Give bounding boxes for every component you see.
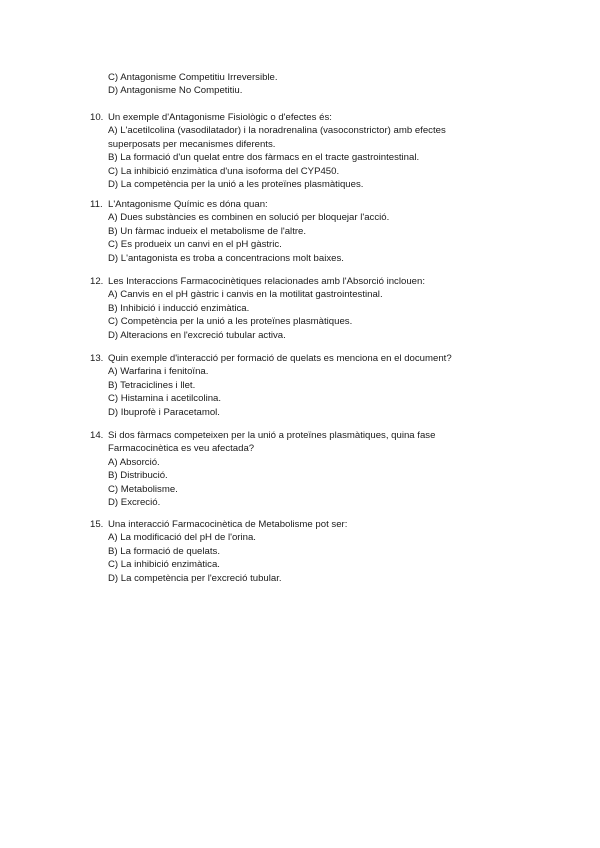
question-text: Si dos fàrmacs competeixen per la unió a proteïnes plasmàtiques, quina fase Farmacocinètica es veu afectada? xyxy=(108,430,436,455)
option-a: A) Canvis en el pH gàstric i canvis en la motilitat gastrointestinal. xyxy=(108,289,383,301)
question-11 xyxy=(90,198,500,265)
option-a: A) Warfarina i fenitoïna. xyxy=(108,366,209,378)
option-list xyxy=(108,531,500,585)
option-b: B) Un fàrmac indueix el metabolisme de l'altre. xyxy=(108,225,307,237)
option-list xyxy=(108,288,500,342)
option-c: C) Es produeix un canvi en el pH gàstric. xyxy=(108,239,282,251)
option-d: D) Antagonisme No Competitiu. xyxy=(108,85,243,97)
option-d: D) Excreció. xyxy=(108,497,161,509)
option-c: C) Metabolisme. xyxy=(108,483,178,495)
question-number: 10. xyxy=(90,112,104,123)
option-c: C) La inhibició enzimàtica. xyxy=(108,559,220,571)
option-list xyxy=(108,124,500,191)
continued-options xyxy=(108,71,508,98)
option-a: A) Dues substàncies es combinen en solució per bloquejar l'acció. xyxy=(108,212,390,224)
option-a: A) L'acetilcolina (vasodilatador) i la noradrenalina (vasoconstrictor) amb efectes superposats per mecanismes diferents. xyxy=(108,125,446,150)
option-b: B) La formació de quelats. xyxy=(108,545,220,557)
question-number: 15. xyxy=(90,519,104,530)
option-d: D) La competència per la unió a les proteïnes plasmàtiques. xyxy=(108,179,364,191)
option-b: B) Inhibició i inducció enzimàtica. xyxy=(108,302,250,314)
question-number: 14. xyxy=(90,430,104,441)
option-d: D) La competència per l'excreció tubular. xyxy=(108,572,282,584)
question-number: 12. xyxy=(90,276,104,287)
option-b: B) Tetraciclines i llet. xyxy=(108,379,196,391)
question-text: Quin exemple d'interacció per formació de quelats es menciona en el document? xyxy=(108,353,452,364)
question-10 xyxy=(90,111,500,191)
option-list xyxy=(108,365,500,419)
question-text: Un exemple d'Antagonisme Fisiològic o d'efectes és: xyxy=(108,112,332,123)
option-a: A) Absorció. xyxy=(108,456,160,468)
question-15 xyxy=(90,518,500,585)
option-d: D) Ibuprofè i Paracetamol. xyxy=(108,406,220,418)
option-c: C) Competència per la unió a les proteïnes plasmàtiques. xyxy=(108,316,353,328)
question-12 xyxy=(90,275,500,342)
option-d: D) Alteracions en l'excreció tubular activa. xyxy=(108,329,286,341)
question-text: Les Interaccions Farmacocinètiques relacionades amb l'Absorció inclouen: xyxy=(108,276,425,287)
option-c: C) Antagonisme Competitiu Irreversible. xyxy=(108,72,278,83)
question-text: Una interacció Farmacocinètica de Metabolisme pot ser: xyxy=(108,519,348,530)
option-list xyxy=(108,456,500,510)
option-a: A) La modificació del pH de l'orina. xyxy=(108,532,256,544)
question-14 xyxy=(90,429,500,509)
option-b: B) Distribució. xyxy=(108,470,168,482)
question-number: 13. xyxy=(90,353,104,364)
question-text: L'Antagonisme Químic es dóna quan: xyxy=(108,199,268,210)
option-c: C) La inhibició enzimàtica d'una isoforma del CYP450. xyxy=(108,165,340,177)
option-b: B) La formació d'un quelat entre dos fàrmacs en el tracte gastrointestinal. xyxy=(108,152,420,164)
question-13 xyxy=(90,352,500,419)
option-c: C) Histamina i acetilcolina. xyxy=(108,393,222,405)
question-number: 11. xyxy=(90,199,103,210)
option-d: D) L'antagonista es troba a concentracions molt baixes. xyxy=(108,252,344,264)
option-list xyxy=(108,211,500,265)
